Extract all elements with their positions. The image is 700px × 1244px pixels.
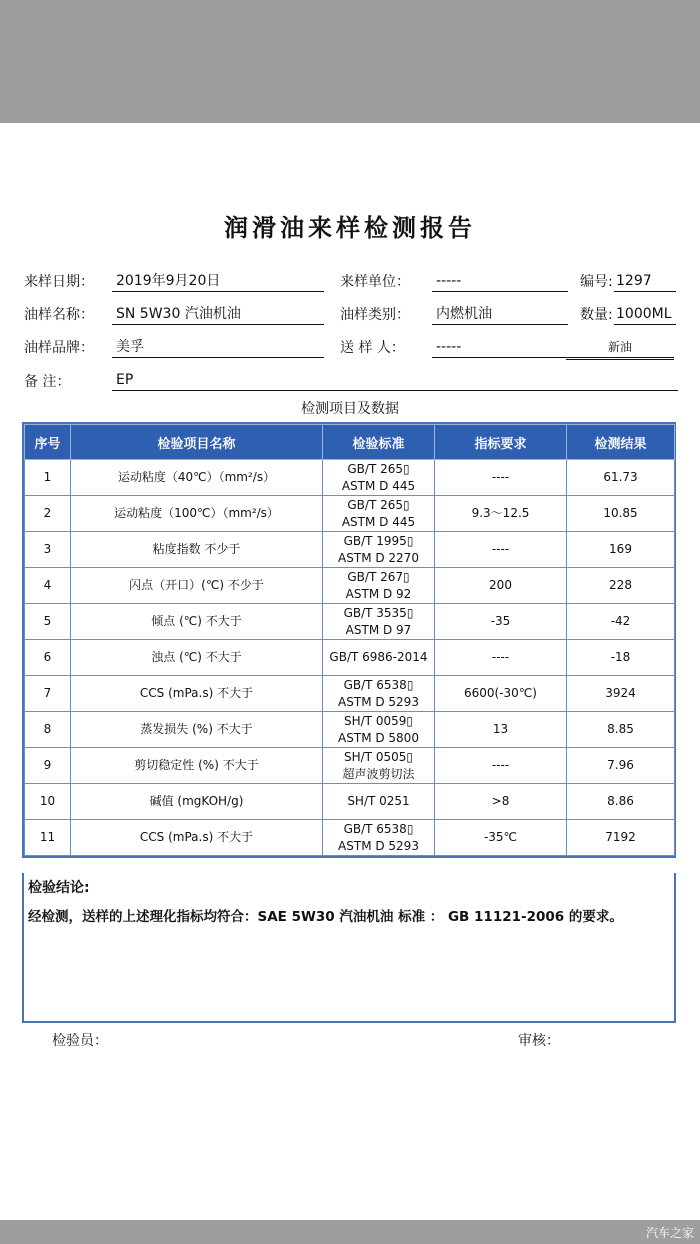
table-row <box>25 748 675 784</box>
cell-standard <box>323 532 435 568</box>
cell-no: 6 <box>25 640 71 676</box>
cell-result: -42 <box>567 604 675 640</box>
cell-requirement: ---- <box>435 640 567 676</box>
watermark: 汽车之家 <box>645 1226 694 1240</box>
standard-line-2: 超声波剪切法 <box>342 766 415 781</box>
cell-item: 倾点 (℃) 不大于 <box>71 604 323 640</box>
cell-standard <box>323 604 435 640</box>
oil-category-label: 油样类别： <box>340 307 410 323</box>
test-results-table <box>22 422 676 858</box>
cell-standard <box>323 748 435 784</box>
cell-standard <box>323 676 435 712</box>
cell-requirement: ---- <box>435 532 567 568</box>
cell-result: 8.85 <box>567 712 675 748</box>
cell-standard <box>323 640 435 676</box>
table-row <box>25 676 675 712</box>
header-requirement: 指标要求 <box>435 425 567 460</box>
cell-no: 5 <box>25 604 71 640</box>
standard-line-2: ASTM D 5800 <box>338 730 419 745</box>
number-value: 1297 <box>614 271 676 292</box>
cell-no: 9 <box>25 748 71 784</box>
standard-line-2: ASTM D 5293 <box>338 694 419 709</box>
standard-line-1: GB/T 265▯ <box>347 497 410 512</box>
oil-status-value: 新油 <box>566 337 674 360</box>
cell-no: 4 <box>25 568 71 604</box>
standard-line-1: GB/T 3535▯ <box>343 605 414 620</box>
table-row <box>25 496 675 532</box>
cell-requirement: 13 <box>435 712 567 748</box>
cell-no: 1 <box>25 460 71 496</box>
cell-requirement: 200 <box>435 568 567 604</box>
section-title: 检测项目及数据 <box>301 401 399 417</box>
standard-line-2: ASTM D 5293 <box>338 838 419 853</box>
standard-line-2: ASTM D 445 <box>341 478 416 493</box>
standard-line-2: ASTM D 97 <box>345 622 412 637</box>
cell-no: 8 <box>25 712 71 748</box>
report-title: 润滑油来样检测报告 <box>224 213 476 242</box>
oil-category-value: 内燃机油 <box>432 304 568 325</box>
conclusion-label: 检验结论: <box>28 880 90 896</box>
header-no: 序号 <box>25 425 71 460</box>
table-row <box>25 568 675 604</box>
table-row <box>25 604 675 640</box>
table-row <box>25 532 675 568</box>
header-standard: 检验标准 <box>323 425 435 460</box>
reviewer-label: 审核： <box>518 1033 560 1049</box>
cell-item: CCS (mPa.s) 不大于 <box>71 676 323 712</box>
sample-date-label: 来样日期： <box>24 274 94 290</box>
remark-label: 备 注： <box>24 374 71 390</box>
cell-result: 169 <box>567 532 675 568</box>
conclusion-box <box>22 873 676 1023</box>
top-gray-bar <box>0 0 700 123</box>
table-row <box>25 820 675 856</box>
sender-value: ----- <box>432 337 568 358</box>
cell-requirement: >8 <box>435 784 567 820</box>
standard-line-1: GB/T 6538▯ <box>343 821 414 836</box>
cell-item: 闪点（开口）(℃) 不少于 <box>71 568 323 604</box>
cell-standard <box>323 712 435 748</box>
cell-requirement: 9.3～12.5 <box>435 496 567 532</box>
quantity-value: 1000ML <box>614 304 676 325</box>
oil-name-value: SN 5W30 汽油机油 <box>112 304 324 325</box>
cell-standard <box>323 460 435 496</box>
cell-result: 8.86 <box>567 784 675 820</box>
cell-no: 10 <box>25 784 71 820</box>
cell-requirement: 6600(-30℃) <box>435 676 567 712</box>
number-label: 编号: <box>580 274 613 290</box>
cell-no: 2 <box>25 496 71 532</box>
header-item: 检验项目名称 <box>71 425 323 460</box>
cell-requirement: ---- <box>435 460 567 496</box>
cell-item: 浊点 (℃) 不大于 <box>71 640 323 676</box>
cell-result: 61.73 <box>567 460 675 496</box>
cell-item: 运动粘度（100℃）（mm²/s） <box>71 496 323 532</box>
cell-item: 运动粘度（40℃）（mm²/s） <box>71 460 323 496</box>
sample-date-value: 2019年9月20日 <box>112 271 324 292</box>
cell-requirement: -35℃ <box>435 820 567 856</box>
cell-no: 3 <box>25 532 71 568</box>
cell-standard <box>323 568 435 604</box>
cell-item: 粘度指数 不少于 <box>71 532 323 568</box>
cell-item: 蒸发损失 (%) 不大于 <box>71 712 323 748</box>
inspector-label: 检验员： <box>52 1033 108 1049</box>
table-header-row <box>25 425 675 460</box>
cell-requirement: -35 <box>435 604 567 640</box>
cell-result: 7.96 <box>567 748 675 784</box>
table-row <box>25 640 675 676</box>
standard-line-2: ASTM D 92 <box>345 586 412 601</box>
cell-item: 碱值 (mgKOH/g) <box>71 784 323 820</box>
brand-label: 油样品牌： <box>24 340 94 356</box>
table-row <box>25 712 675 748</box>
cell-item: 剪切稳定性 (%) 不大于 <box>71 748 323 784</box>
sample-unit-label: 来样单位： <box>340 274 410 290</box>
standard-line-1: GB/T 6986-2014 <box>329 650 428 664</box>
standard-line-1: GB/T 6538▯ <box>343 677 414 692</box>
oil-name-label: 油样名称： <box>24 307 94 323</box>
cell-standard <box>323 820 435 856</box>
table-row <box>25 460 675 496</box>
cell-result: 7192 <box>567 820 675 856</box>
cell-item: CCS (mPa.s) 不大于 <box>71 820 323 856</box>
standard-line-1: GB/T 267▯ <box>347 569 410 584</box>
header-result: 检测结果 <box>567 425 675 460</box>
standard-line-1: SH/T 0505▯ <box>344 749 413 764</box>
standard-line-1: GB/T 265▯ <box>347 461 410 476</box>
cell-standard <box>323 496 435 532</box>
sender-label: 送 样 人： <box>340 340 405 356</box>
cell-result: -18 <box>567 640 675 676</box>
cell-standard <box>323 784 435 820</box>
cell-requirement: ---- <box>435 748 567 784</box>
brand-value: 美孚 <box>112 337 324 358</box>
quantity-label: 数量: <box>580 307 613 323</box>
cell-result: 3924 <box>567 676 675 712</box>
conclusion-text: 经检测，送样的上述理化指标均符合：SAE 5W30 汽油机油 标准 ： GB 11121-2006 的要求。 <box>28 909 623 925</box>
table-row <box>25 784 675 820</box>
cell-no: 7 <box>25 676 71 712</box>
standard-line-2: ASTM D 445 <box>341 514 416 529</box>
standard-line-1: GB/T 1995▯ <box>343 533 414 548</box>
cell-no: 11 <box>25 820 71 856</box>
cell-result: 10.85 <box>567 496 675 532</box>
standard-line-1: SH/T 0251 <box>347 794 410 808</box>
cell-result: 228 <box>567 568 675 604</box>
bottom-gray-bar <box>0 1220 700 1244</box>
remark-value: EP <box>112 370 678 391</box>
standard-line-1: SH/T 0059▯ <box>344 713 413 728</box>
sample-unit-value: ----- <box>432 271 568 292</box>
standard-line-2: ASTM D 2270 <box>338 550 419 565</box>
